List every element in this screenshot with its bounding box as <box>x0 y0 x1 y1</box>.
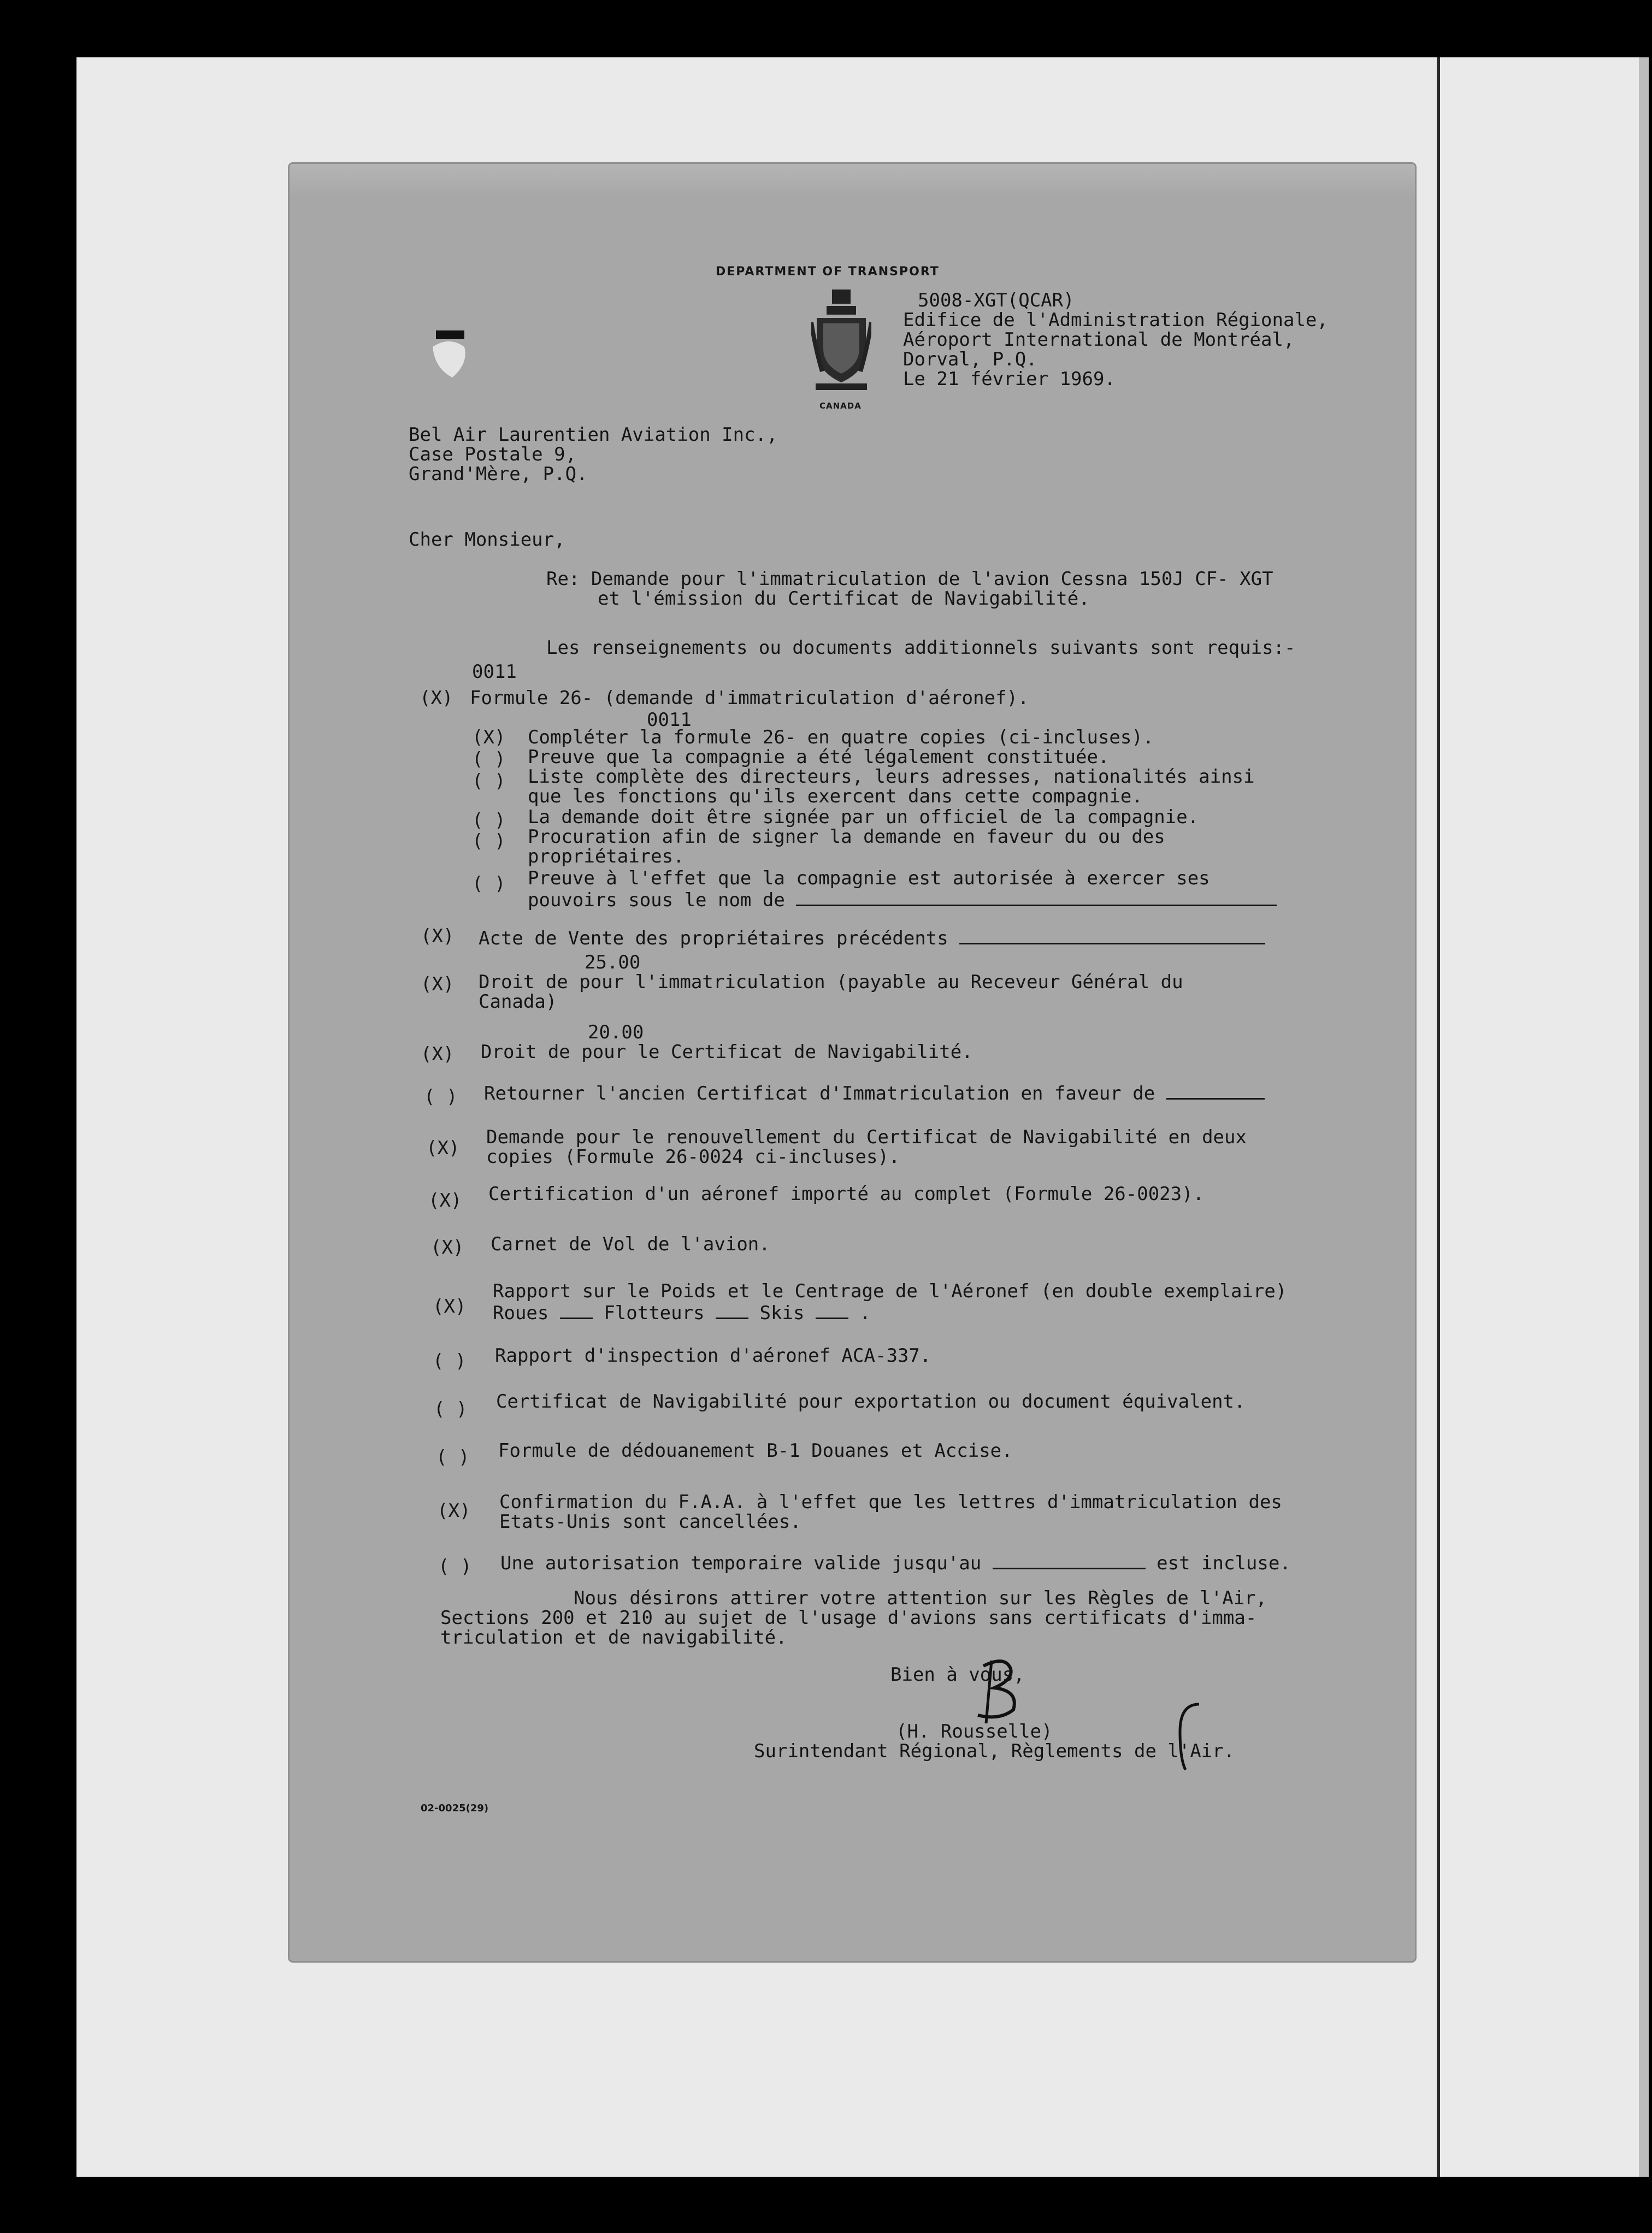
signer-title: Surintendant Régional, Règlements de l'Air. <box>754 1740 1235 1762</box>
signer-name: (H. Rousselle) <box>896 1721 1053 1742</box>
intro-text: Les renseignements ou documents additionnels suivants sont requis:- <box>546 637 1296 659</box>
handwritten-form-number: 0011 <box>472 661 517 683</box>
handwritten-fee: 25.00 <box>585 952 641 973</box>
letter-sheet <box>290 164 1415 1961</box>
addressee-line-2: Case Postale 9, <box>409 444 577 465</box>
checkbox-droit-immat: (X) <box>421 973 455 995</box>
checkbox-preuve-nom: ( ) <box>472 873 506 895</box>
item-faa-1: Confirmation du F.A.A. à l'effet que les lettres d'immatriculation des <box>499 1491 1282 1513</box>
checkbox-rapport-poids: (X) <box>433 1296 467 1318</box>
subject-line-2: et l'émission du Certificat de Navigabilité. <box>598 588 1090 610</box>
sub-item-completer: Compléter la formule 26- en quatre copies (ci-incluses). <box>528 726 1154 748</box>
checkbox-liste: ( ) <box>472 770 506 792</box>
checkbox-douane: ( ) <box>436 1446 470 1468</box>
checkbox-completer: (X) <box>472 726 506 748</box>
blank-line <box>959 926 1265 944</box>
checkbox-renouvellement: (X) <box>426 1137 460 1159</box>
closing-paragraph-1: Nous désirons attirer votre attention sur les Règles de l'Air, <box>574 1587 1267 1609</box>
item-renouvellement-2: copies (Formule 26-0024 ci-incluses). <box>486 1146 900 1168</box>
item-rapport-poids-1: Rapport sur le Poids et le Centrage de l'Aéronef (en double exemplaire) <box>493 1280 1287 1302</box>
handwritten-fee: 20.00 <box>588 1021 644 1043</box>
sub-item-preuve-nom-1: Preuve à l'effet que la compagnie est autorisée à exercer ses <box>528 867 1210 889</box>
item-autorisation: Une autorisation temporaire valide jusqu'au est incluse. <box>500 1552 1291 1574</box>
sub-item-liste-2: que les fonctions qu'ils exercent dans cette compagnie. <box>528 785 1143 807</box>
checkbox-carnet: (X) <box>430 1237 464 1259</box>
item-droit-cert: Droit de pour le Certificat de Navigabilité. <box>481 1041 973 1063</box>
checkbox-faa: (X) <box>437 1500 471 1522</box>
addressee-line-1: Bel Air Laurentien Aviation Inc., <box>409 424 778 446</box>
checkbox-procuration: ( ) <box>472 830 506 852</box>
sub-item-liste-1: Liste complète des directeurs, leurs adresses, nationalités ainsi <box>528 766 1255 788</box>
mount-edge <box>1437 57 1440 2177</box>
closing-regards: Bien à vous, <box>890 1664 1025 1686</box>
item-formule: Formule 26- (demande d'immatriculation d'aéronef). <box>470 687 1029 709</box>
signature-initials <box>967 1655 1027 1726</box>
file-reference: 5008-XGT(QCAR) <box>918 290 1075 311</box>
sub-item-preuve-nom-2: pouvoirs sous le nom de <box>528 888 1277 910</box>
office-line-2: Aéroport International de Montréal, <box>903 329 1295 351</box>
checkbox-autorisation: ( ) <box>438 1556 472 1578</box>
item-acte: Acte de Vente des propriétaires précédents <box>479 926 1265 948</box>
blank-line <box>1166 1082 1265 1100</box>
checkbox-formule: (X) <box>420 687 453 709</box>
checkbox-acte: (X) <box>421 925 455 947</box>
sub-item-procuration-1: Procuration afin de signer la demande en faveur du ou des <box>528 826 1165 848</box>
letter-date: Le 21 février 1969. <box>903 368 1116 390</box>
checkbox-droit-cert: (X) <box>421 1043 455 1065</box>
item-droit-immat-1: Droit de pour l'immatriculation (payable au Receveur Général du <box>479 971 1183 993</box>
coat-of-arms-icon <box>811 290 871 393</box>
item-certification: Certification d'un aéronef importé au complet (Formule 26-0023). <box>488 1183 1205 1205</box>
salutation: Cher Monsieur, <box>409 529 565 551</box>
blank-line <box>993 1551 1146 1569</box>
item-rapport-poids-2: Roues Flotteurs Skis . <box>493 1302 871 1324</box>
office-line-1: Edifice de l'Administration Régionale, <box>903 309 1328 331</box>
punch-hole-mark <box>430 330 469 380</box>
country-label: CANADA <box>819 401 862 411</box>
closing-paragraph-3: triculation et de navigabilité. <box>440 1627 787 1649</box>
item-douane: Formule de dédouanement B-1 Douanes et Accise. <box>498 1440 1013 1462</box>
item-faa-2: Etats-Unis sont cancellées. <box>499 1511 801 1533</box>
item-export: Certificat de Navigabilité pour exportation ou document équivalent. <box>496 1391 1246 1413</box>
subject-line-1: Re: Demande pour l'immatriculation de l'avion Cessna 150J CF- XGT <box>546 568 1273 590</box>
form-code: 02-0025(29) <box>421 1803 489 1814</box>
checkbox-export: ( ) <box>434 1398 468 1420</box>
checkbox-preuve: ( ) <box>472 748 506 770</box>
checkbox-rapport-inspection: ( ) <box>433 1350 467 1372</box>
office-line-3: Dorval, P.Q. <box>903 348 1037 370</box>
item-retourner: Retourner l'ancien Certificat d'Immatriculation en faveur de <box>484 1082 1265 1103</box>
item-renouvellement-1: Demande pour le renouvellement du Certificat de Navigabilité en deux <box>486 1126 1247 1148</box>
item-droit-immat-2: Canada) <box>479 991 557 1013</box>
blank-line <box>796 888 1277 906</box>
sub-item-demande: La demande doit être signée par un officiel de la compagnie. <box>528 806 1199 828</box>
signature-mark <box>1175 1699 1207 1775</box>
checkbox-certification: (X) <box>428 1190 462 1212</box>
addressee-line-3: Grand'Mère, P.Q. <box>409 463 588 485</box>
sub-item-procuration-2: propriétaires. <box>528 846 685 867</box>
checkbox-retourner: ( ) <box>424 1086 458 1108</box>
sub-item-preuve: Preuve que la compagnie a été légalement constituée. <box>528 746 1110 768</box>
department-heading: DEPARTMENT OF TRANSPORT <box>716 265 940 279</box>
checkbox-demande: ( ) <box>472 810 506 831</box>
handwritten-form-number: 0011 <box>647 709 692 731</box>
closing-paragraph-2: Sections 200 et 210 au sujet de l'usage d'avions sans certificats d'imma- <box>440 1607 1257 1629</box>
item-carnet: Carnet de Vol de l'avion. <box>491 1233 770 1255</box>
item-rapport-inspection: Rapport d'inspection d'aéronef ACA-337. <box>495 1345 931 1367</box>
